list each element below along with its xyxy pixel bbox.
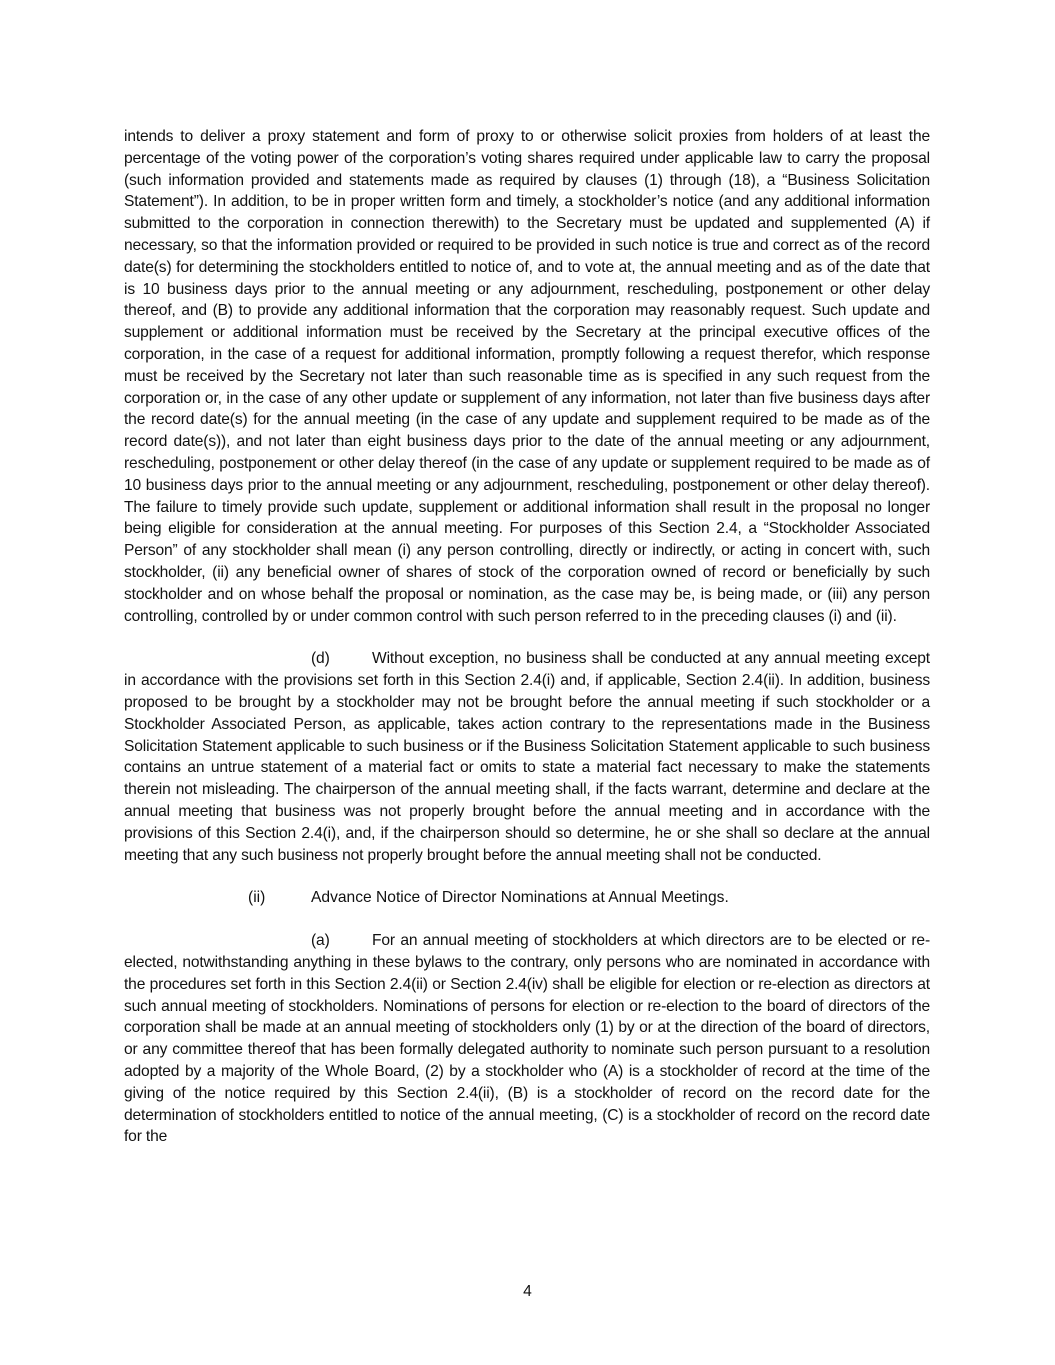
section-heading-ii-number: (ii) xyxy=(248,889,266,907)
page-number: 4 xyxy=(523,1283,532,1300)
document-page xyxy=(124,126,930,1148)
paragraph-a-text: For an annual meeting of stockholders at which directors are to be elected or re-elected, notwithstanding anything in these bylaws to the contrary, only persons who are nominated in accordance with the procedures set forth in this Section 2.4(ii) or Section 2.4(iv) shall be eligible for election or re-election as directors at such annual meeting of stockholders. Nominations of persons for election or re-election to the board of directors of the corporation shall be made at an annual meeting of stockholders only (1) by or at the direction of the board of directors, or any committee thereof that has been formally delegated authority to nominate such person pursuant to a resolution adopted by a majority of the Whole Board, (2) by a stockholder who (A) is a stockholder of record at the time of the giving of the notice required by this Section 2.4(ii), (B) is a stockholder of record on the record date for the determination of stockholders entitled to notice of the annual meeting, (C) is a stockholder of record on the record date for the xyxy=(124,932,930,1146)
paragraph-d xyxy=(124,648,930,866)
paragraph-d-label: (d) xyxy=(311,650,330,668)
paragraph-a xyxy=(124,930,930,1148)
paragraph-a-label: (a) xyxy=(311,932,330,950)
paragraph-d-text: Without exception, no business shall be conducted at any annual meeting except in accordance with the provisions set forth in this Section 2.4(i) and, if applicable, Section 2.4(ii). In addition, business proposed to be brought by a stockholder may not be brought before the annual meeting if such stockholder or a Stockholder Associated Person, as applicable, takes action contrary to the representations made in the Business Solicitation Statement applicable to such business or if the Business Solicitation Statement applicable to such business contains an untrue statement of a material fact or omits to state a material fact necessary to make the statements therein not misleading. The chairperson of the annual meeting shall, if the facts warrant, determine and declare at the annual meeting that business was not properly brought before the annual meeting and in accordance with the provisions of this Section 2.4(i), and, if the chairperson should so determine, he or she shall so declare at the annual meeting that any such business not properly brought before the annual meeting shall not be conducted. xyxy=(124,650,930,864)
paragraph-continuation: intends to deliver a proxy statement and form of proxy to or otherwise solicit proxies from holders of at least the percentage of the voting power of the corporation’s voting shares required under applicable law to carry the proposal (such information provided and statements made as required by clauses (1) through (18), a “Business Solicitation Statement”). In addition, to be in proper written form and timely, a stockholder’s notice (and any additional information submitted to the corporation in connection therewith) to the Secretary must be updated and supplemented (A) if necessary, so that the information provided or required to be provided in such notice is true and correct as of the record date(s) for determining the stockholders entitled to notice of, and to vote at, the annual meeting and as of the date that is 10 business days prior to the annual meeting or any adjournment, rescheduling, postponement or other delay thereof, and (B) to provide any additional information that the corporation may reasonably request. Such update and supplement or additional information must be received by the Secretary at the principal executive offices of the corporation, in the case of a request for additional information, promptly following a request therefor, which response must be received by the Secretary not later than such reasonable time as is specified in any such request from the corporation or, in the case of any other update or supplement of any information, not later than five business days after the record date(s) for the annual meeting (in the case of any update and supplement required to be made as of the record date(s)), and not later than eight business days prior to the date of the annual meeting or any adjournment, rescheduling, postponement or other delay thereof (in the case of any update or supplement required to be made as of 10 business days prior to the annual meeting or any adjournment, rescheduling, postponement or other delay thereof). The failure to timely provide such update, supplement or additional information shall result in the proposal no longer being eligible for consideration at the annual meeting. For purposes of this Section 2.4, a “Stockholder Associated Person” of any stockholder shall mean (i) any person controlling, directly or indirectly, or acting in concert with, such stockholder, (ii) any beneficial owner of shares of stock of the corporation owned of record or beneficially by such stockholder and on whose behalf the proposal or nomination, as the case may be, is being made, or (iii) any person controlling, controlled by or under common control with such person referred to in the preceding clauses (i) and (ii). xyxy=(124,128,930,625)
section-heading-ii xyxy=(124,887,930,909)
section-heading-ii-title: Advance Notice of Director Nominations at Annual Meetings. xyxy=(311,889,729,907)
